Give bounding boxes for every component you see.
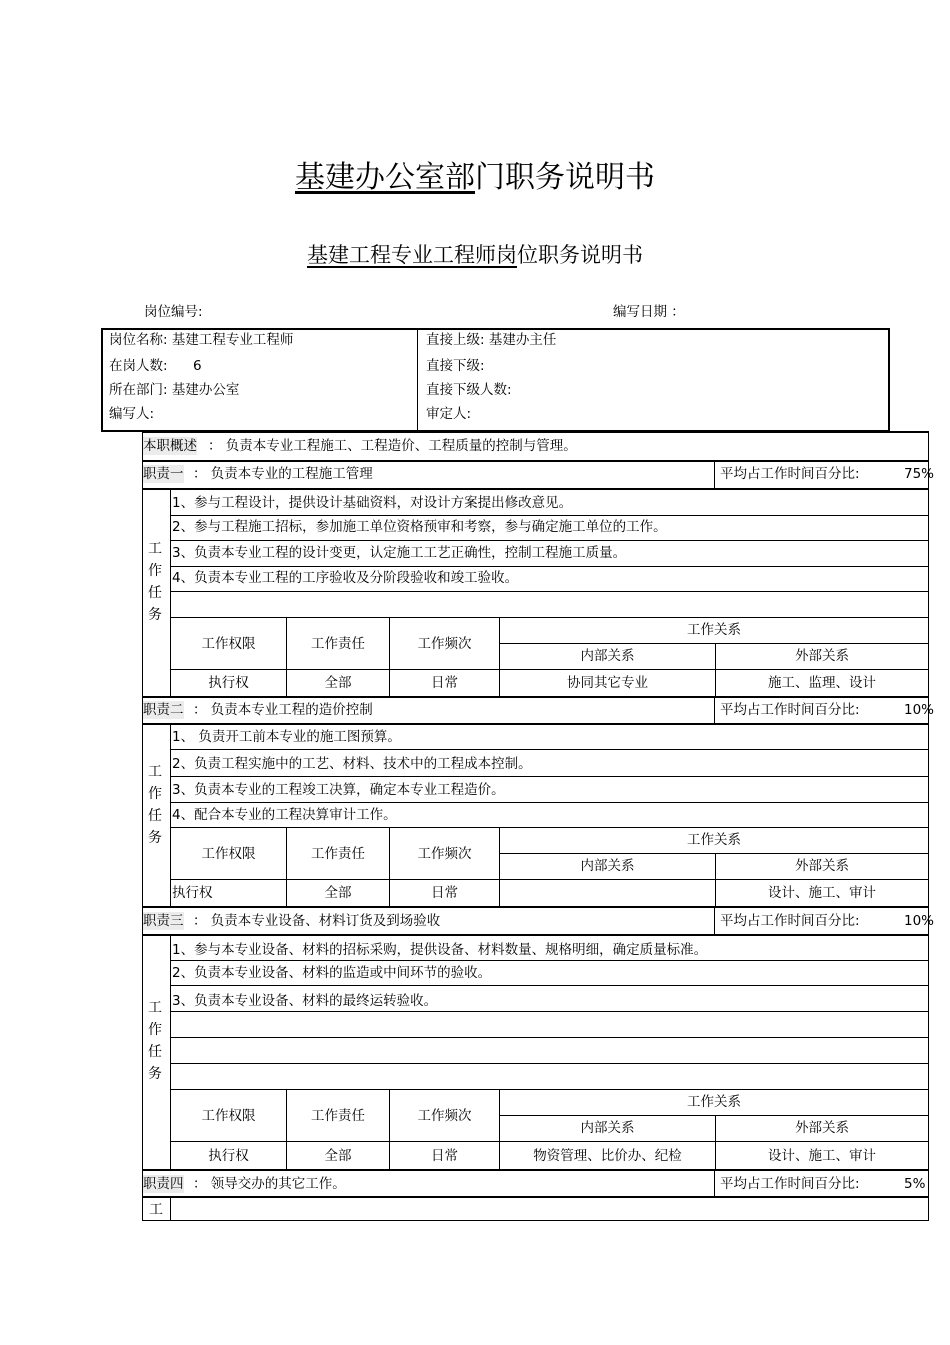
duty-4-pct: 5% [904,1176,926,1192]
duty-1-internal: 协同其它专业 [567,675,648,691]
duty-1-external: 施工、监理、设计 [768,675,876,691]
page-title: 基建办公室部门职务说明书 [295,160,655,195]
duty-3-task-3: 3、负责本专业设备、材料的最终运转验收。 [172,993,438,1009]
department: 所在部门: 基建办公室 [109,382,240,398]
duty-1-responsibility-header: 工作责任 [311,636,365,652]
duty-1-external-header: 外部关系 [795,648,849,664]
duty-1-pct-label: 平均占工作时间百分比: [720,466,860,482]
duty-4-pct-label: 平均占工作时间百分比: [720,1176,860,1192]
summary-text: ： 负责本专业工程施工、工程造价、工程质量的控制与管理。 [208,438,577,454]
duty-2-task-4: 4、配合本专业的工程决算审计工作。 [172,807,397,823]
duty-3-responsibility-header: 工作责任 [311,1108,365,1124]
duty-4-task-label: 工 [149,1202,163,1218]
approver: 审定人: [426,406,472,422]
duty-3-external: 设计、施工、审计 [768,1148,876,1164]
duty-2-task-1: 1、 负责开工前本专业的施工图预算。 [172,729,401,745]
duty-1-pct: 75% [904,466,935,482]
duty-2-responsibility: 全部 [324,885,352,901]
duty-4-text: ： 领导交办的其它工作。 [193,1176,346,1192]
duty-1-relations-header: 工作关系 [687,622,741,638]
duty-1-responsibility: 全部 [324,675,352,691]
duty-3-pct-label: 平均占工作时间百分比: [720,913,860,929]
duty-1-task-1: 1、参与工程设计，提供设计基础资料，对设计方案提出修改意见。 [172,495,573,511]
duty-3-task-1: 1、参与本专业设备、材料的招标采购，提供设备、材料数量、规格明细，确定质量标准。 [172,942,708,958]
duty-3-internal: 物资管理、比价办、纪检 [533,1148,682,1164]
duty-1-authority-header: 工作权限 [201,636,256,652]
duty-2-task-3: 3、负责本专业的工程竣工决算，确定本专业工程造价。 [172,782,505,798]
summary-label: 本职概述 [143,438,197,454]
duty-2-external: 设计、施工、审计 [768,885,876,901]
duty-4-label: 职责四 [143,1176,184,1192]
duty-3-relations-header: 工作关系 [687,1094,741,1110]
duty-2-label: 职责二 [143,702,184,718]
duty-3-frequency: 日常 [431,1148,458,1164]
duty-2-frequency: 日常 [431,885,458,901]
post-name: 岗位名称: 基建工程专业工程师 [109,332,294,348]
duty-2-frequency-header: 工作频次 [417,846,472,862]
duty-3-task-2: 2、负责本专业设备、材料的监造或中间环节的验收。 [172,965,492,981]
direct-subordinate: 直接下级: [426,358,485,374]
post-number-label: 岗位编号: [144,304,203,320]
duty-3-frequency-header: 工作频次 [417,1108,472,1124]
writer: 编写人: [109,406,155,422]
duty-2-authority: 执行权 [172,885,213,901]
duty-3-task-label: 工 作 任 务 [148,1000,162,1082]
duty-2-internal-header: 内部关系 [580,858,635,874]
write-date-label: 编写日期 ： [613,304,685,320]
duty-1-task-label: 工 作 任 务 [148,541,162,623]
direct-superior: 直接上级: 基建办主任 [426,332,557,348]
duty-1-task-3: 3、负责本专业工程的设计变更，认定施工工艺正确性，控制工程施工质量。 [172,545,627,561]
duty-3-external-header: 外部关系 [795,1120,849,1136]
headcount-label: 在岗人数: [109,358,168,374]
duty-1-task-2: 2、参与工程施工招标，参加施工单位资格预审和考察，参与确定施工单位的工作。 [172,519,667,535]
page-subtitle: 基建工程专业工程师岗位职务说明书 [307,243,643,267]
duty-2-pct-label: 平均占工作时间百分比: [720,702,860,718]
duty-1-label: 职责一 [143,466,184,482]
duty-1-text: ： 负责本专业的工程施工管理 [193,466,373,482]
duty-2-pct: 10% [904,702,935,718]
duty-1-task-4: 4、负责本专业工程的工序验收及分阶段验收和竣工验收。 [172,570,519,586]
headcount-value: 6 [193,358,202,374]
duty-3-text: ： 负责本专业设备、材料订货及到场验收 [193,913,441,929]
duty-1-authority: 执行权 [208,675,249,691]
duty-3-authority-header: 工作权限 [201,1108,256,1124]
duty-2-task-2: 2、负责工程实施中的工艺、材料、技术中的工程成本控制。 [172,756,532,772]
duty-1-internal-header: 内部关系 [580,648,635,664]
duty-2-external-header: 外部关系 [795,858,849,874]
duty-2-authority-header: 工作权限 [201,846,256,862]
duty-1-frequency-header: 工作频次 [417,636,472,652]
duty-2-responsibility-header: 工作责任 [311,846,365,862]
duty-3-internal-header: 内部关系 [580,1120,635,1136]
duty-2-relations-header: 工作关系 [687,832,741,848]
duty-2-text: ： 负责本专业工程的造价控制 [193,702,373,718]
duty-3-pct: 10% [904,913,935,929]
subordinate-count: 直接下级人数: [426,382,512,398]
duty-3-label: 职责三 [143,913,184,929]
duty-3-authority: 执行权 [208,1148,249,1164]
duty-1-frequency: 日常 [431,675,458,691]
duty-3-responsibility: 全部 [324,1148,352,1164]
duty-2-task-label: 工 作 任 务 [148,764,162,846]
